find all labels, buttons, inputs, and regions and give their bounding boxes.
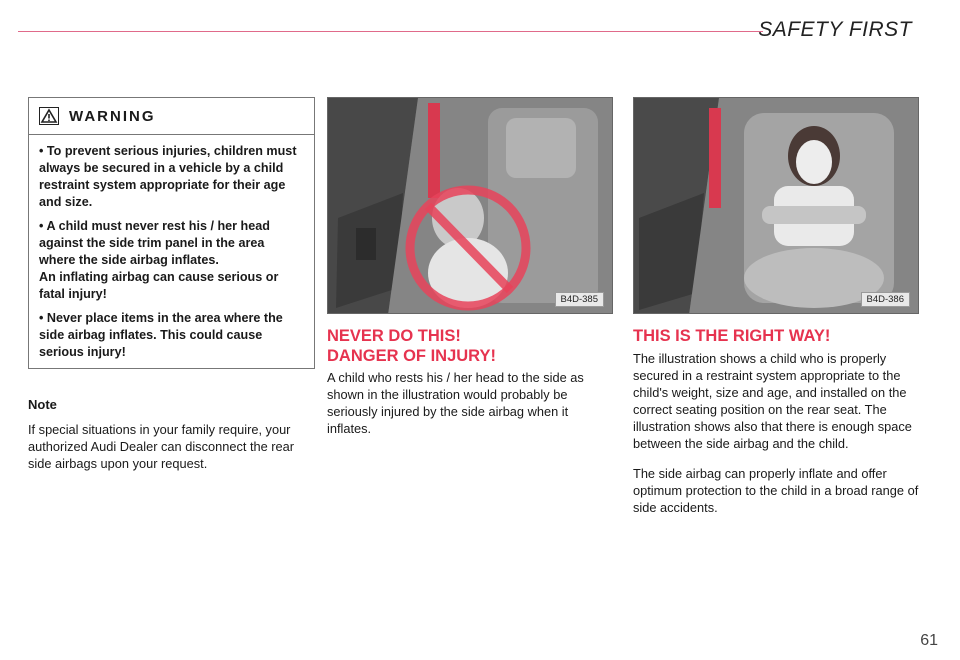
figure-code: B4D-385 xyxy=(555,292,605,307)
warning-item: • A child must never rest his / her head against the side trim panel in the area where the side airbag inflates. xyxy=(39,219,270,267)
caption-right-way: THIS IS THE RIGHT WAY! xyxy=(633,327,831,345)
right-figure-text-2: The side airbag can properly inflate and offer optimum protection to the child in a broad range of side accidents. xyxy=(633,466,919,515)
warning-body xyxy=(29,135,314,361)
photo-right-position xyxy=(633,97,919,314)
right-figure-text: The illustration shows a child who is properly secured in a restraint system appropriate to the child's weight, size and age, and installed on the correct seating position on the rear seat. The illustration shows also that there is enough space between the side airbag and the child. xyxy=(633,351,912,451)
note-text: If special situations in your family require, your authorized Audi Dealer can disconnect the rear side airbags upon your request. xyxy=(28,422,295,471)
header-rule xyxy=(18,31,763,32)
illustration-child-seated xyxy=(634,98,919,314)
figure-code: B4D-386 xyxy=(861,292,911,307)
illustration-child-leaning xyxy=(328,98,613,314)
note-title: Note xyxy=(28,397,57,412)
warning-title: WARNING xyxy=(69,107,156,125)
page-number: 61 xyxy=(920,632,938,649)
section-title: SAFETY FIRST xyxy=(758,18,912,41)
warning-triangle-icon xyxy=(39,107,59,125)
caption-never: NEVER DO THIS! xyxy=(327,327,461,345)
photo-wrong-position xyxy=(327,97,613,314)
warning-item: • Never place items in the area where the side airbag inflates. This could cause serious injury! xyxy=(39,311,283,359)
warning-box xyxy=(28,97,315,369)
warning-header xyxy=(29,98,314,135)
warning-item: An inflating airbag can cause serious or fatal injury! xyxy=(39,270,279,301)
warning-item: • To prevent serious injuries, children must always be secured in a vehicle by a child restraint system appropriate for their age and size. xyxy=(39,144,297,209)
left-figure-text: A child who rests his / her head to the side as shown in the illustration would probably be seriously injured by the side airbag when it inflates. xyxy=(327,370,584,436)
caption-danger: DANGER OF INJURY! xyxy=(327,347,496,365)
